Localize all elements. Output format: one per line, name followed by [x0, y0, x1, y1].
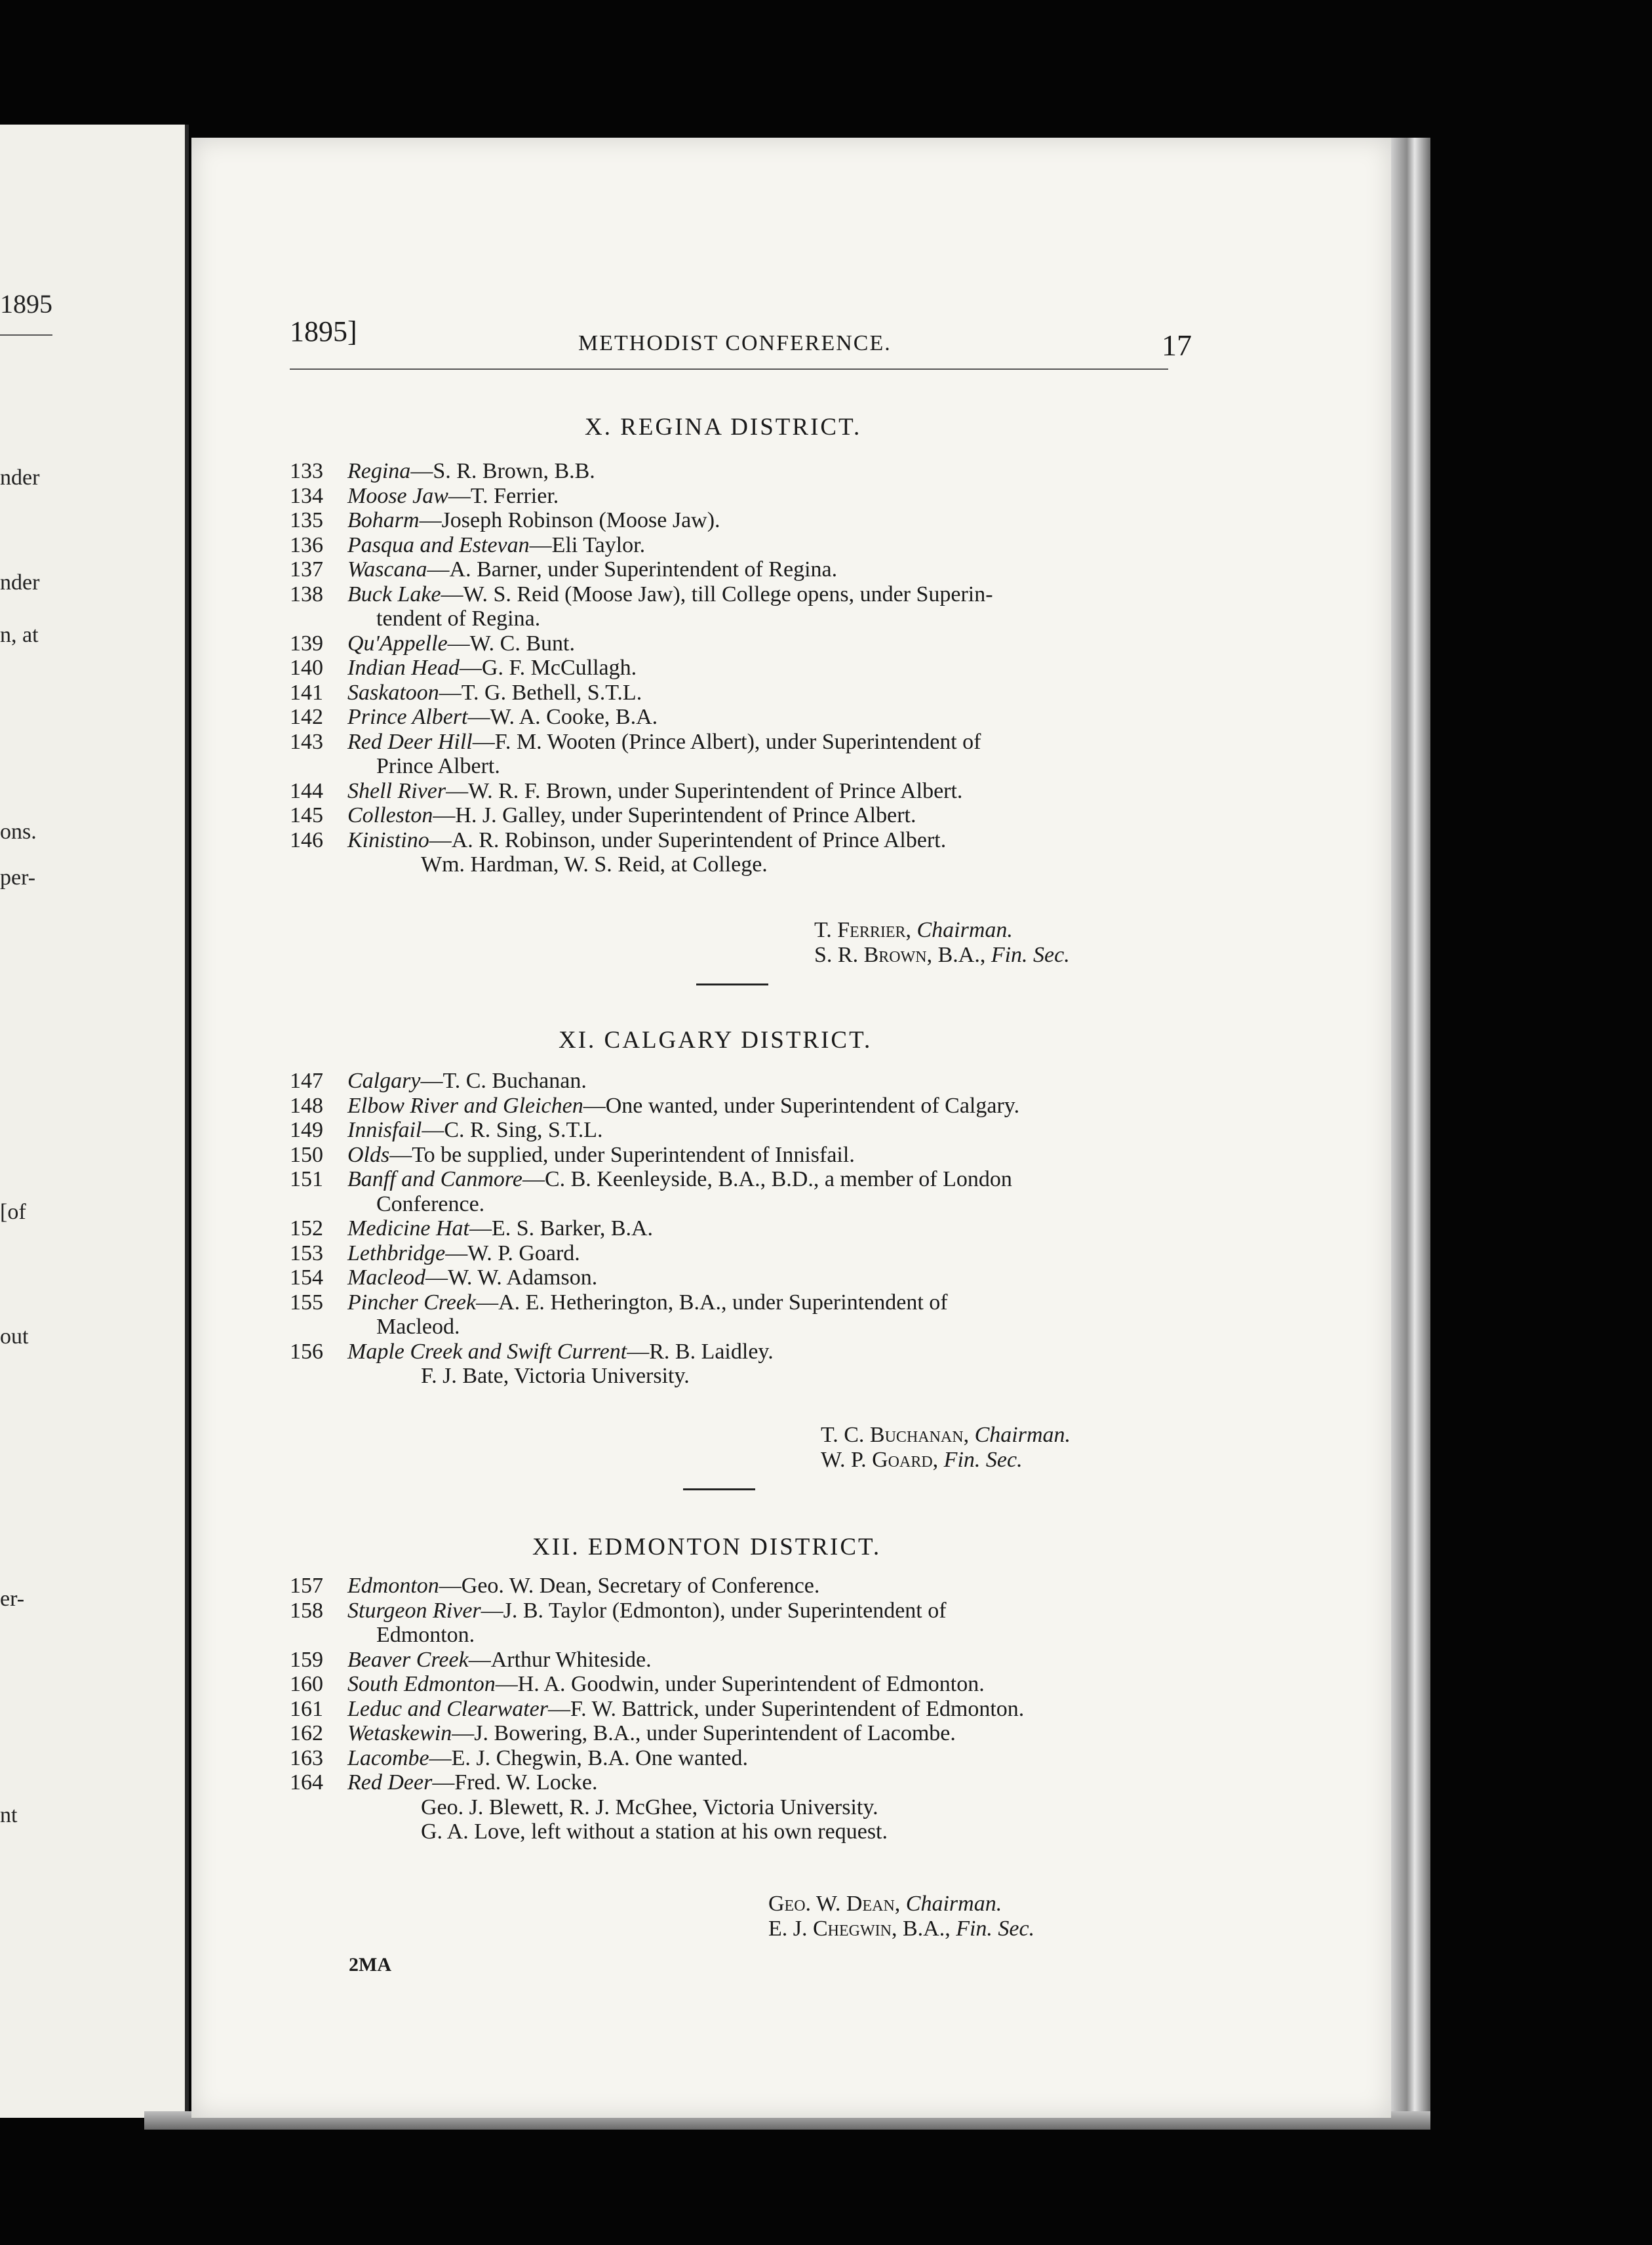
appointment-continuation: Macleod.: [376, 1315, 460, 1339]
left-fragment: ons.: [0, 820, 37, 844]
appointment-entry: [290, 1241, 1391, 1266]
district-entries-edmonton: [290, 1574, 1391, 1844]
entry-number: 157: [290, 1574, 323, 1598]
appointment-text: —F. W. Battrick, under Superintendent of Edmonton.: [547, 1696, 1025, 1721]
appointment-text: —J. Bowering, B.A., under Superintendent of Lacombe.: [452, 1721, 956, 1745]
entry-number: 139: [290, 631, 323, 656]
running-header-year: 1895]: [290, 315, 357, 348]
entry-number: 142: [290, 705, 323, 729]
station-name: Colleston: [347, 803, 433, 827]
appointment-entry: [290, 1746, 1391, 1771]
appointment-entry: [290, 1574, 1391, 1599]
entry-number: 147: [290, 1069, 323, 1093]
appointment-text: —F. M. Wooten (Prince Albert), under Superintendent of: [472, 729, 981, 754]
station-name: Elbow River and Gleichen: [347, 1093, 583, 1118]
station-name: Kinistino: [347, 827, 429, 852]
entry-number: 152: [290, 1216, 323, 1241]
entry-number: 154: [290, 1265, 323, 1290]
secretary-name: E. J. Chegwin,: [768, 1917, 897, 1941]
station-name: Edmonton: [347, 1574, 439, 1598]
appointment-continuation: Prince Albert.: [376, 754, 500, 778]
appointment-entry: [290, 1265, 1391, 1290]
station-name: Pincher Creek: [347, 1290, 477, 1315]
left-fragment: [of: [0, 1200, 26, 1224]
appointment-text: —C. R. Sing, S.T.L.: [422, 1118, 603, 1142]
entry-number: 135: [290, 508, 323, 532]
appointment-entry: [290, 1697, 1391, 1722]
appointment-entry: [290, 1094, 1391, 1119]
appointment-entry: [290, 1599, 1391, 1648]
appointment-entry: [290, 1290, 1391, 1340]
entry-number: 161: [290, 1696, 323, 1721]
left-fragment: nt: [0, 1803, 18, 1827]
appointment-entry: [290, 1770, 1391, 1795]
secretary-suffix: B.A.,: [902, 1917, 951, 1941]
entry-number: 151: [290, 1167, 323, 1191]
station-name: Qu'Appelle: [347, 631, 448, 656]
appointment-text: —T. G. Bethell, S.T.L.: [439, 680, 642, 705]
appointment-text: —H. J. Galley, under Superintendent of Prince Albert.: [433, 803, 916, 827]
entry-number: 137: [290, 557, 323, 582]
appointment-text: —Geo. W. Dean, Secretary of Conference.: [439, 1574, 820, 1598]
station-name: Wascana: [347, 557, 427, 582]
chairman-name: Geo. W. Dean,: [768, 1892, 901, 1916]
calgary-secretary: [821, 1448, 1023, 1472]
entry-number: 138: [290, 582, 323, 606]
station-name: Regina: [347, 459, 411, 483]
station-name: Wetaskewin: [347, 1721, 452, 1745]
running-header-title: METHODIST CONFERENCE.: [578, 331, 892, 355]
appointment-text: —One wanted, under Superintendent of Calgary.: [583, 1093, 1020, 1118]
station-name: South Edmonton: [347, 1672, 496, 1696]
appointment-text: —W. A. Cooke, B.A.: [467, 705, 658, 729]
appointment-text: —Eli Taylor.: [529, 532, 646, 557]
appointment-text: —W. R. F. Brown, under Superintendent of Prince Albert.: [446, 778, 963, 803]
header-rule: [290, 368, 1168, 370]
appointment-entry: [290, 681, 1391, 705]
entry-number: 144: [290, 778, 323, 803]
station-name: Calgary: [347, 1069, 421, 1093]
appointment-continuation: Conference.: [376, 1191, 485, 1216]
entry-number: 160: [290, 1672, 323, 1696]
appointment-text: —G. F. McCullagh.: [459, 656, 637, 680]
appointment-entry: [290, 484, 1391, 509]
appointment-entry: [290, 508, 1391, 533]
page-edge: [1391, 138, 1430, 2118]
appointment-entry: [290, 1216, 1391, 1241]
chairman-role: Chairman.: [916, 918, 1013, 942]
appointment-text: —C. B. Keenleyside, B.A., B.D., a member of London: [522, 1167, 1012, 1191]
station-name: Olds: [347, 1142, 390, 1167]
entry-number: 162: [290, 1721, 323, 1745]
secretary-suffix: B.A.,: [937, 943, 986, 967]
appointment-entry: [290, 803, 1391, 828]
appointment-entry: [290, 1340, 1391, 1364]
secretary-name: W. P. Goard,: [821, 1448, 939, 1472]
left-fragment: er-: [0, 1587, 25, 1611]
appointment-entry: [290, 1143, 1391, 1168]
chairman-name: T. C. Buchanan,: [821, 1423, 970, 1447]
station-name: Red Deer: [347, 1770, 433, 1795]
edmonton-secretary: [768, 1917, 1034, 1941]
appointment-text: —A. E. Hetherington, B.A., under Superintendent of: [476, 1290, 948, 1315]
entry-number: 164: [290, 1770, 323, 1795]
station-name: Buck Lake: [347, 582, 441, 606]
station-name: Lethbridge: [347, 1241, 446, 1265]
left-fragment: per-: [0, 865, 36, 890]
secretary-role: Fin. Sec.: [956, 1917, 1035, 1941]
entry-number: 153: [290, 1241, 323, 1265]
district-title-regina: X. REGINA DISTRICT.: [585, 414, 862, 441]
entry-number: 145: [290, 803, 323, 827]
station-name: Innisfail: [347, 1118, 422, 1142]
calgary-chairman: [821, 1423, 1071, 1447]
appointment-entry: [290, 730, 1391, 779]
station-name: Lacombe: [347, 1745, 429, 1770]
appointment-text: —W. S. Reid (Moose Jaw), till College opens, under Superin-: [441, 582, 993, 606]
appointment-entry: [290, 533, 1391, 558]
entry-number: 149: [290, 1118, 323, 1142]
appointment-entry: [290, 779, 1391, 804]
station-name: Red Deer Hill: [347, 729, 473, 754]
station-name: Indian Head: [347, 656, 460, 680]
appointment-text: —S. R. Brown, B.B.: [410, 459, 595, 483]
edmonton-chairman: [768, 1892, 1002, 1916]
left-facing-page: [0, 125, 189, 2118]
appointment-entry: [290, 1167, 1391, 1216]
page-number: 17: [1162, 328, 1192, 362]
district-title-calgary: XI. CALGARY DISTRICT.: [559, 1027, 873, 1054]
entry-number: 163: [290, 1745, 323, 1770]
entry-number: 143: [290, 729, 323, 754]
appointment-continuation: tendent of Regina.: [376, 606, 541, 631]
station-name: Maple Creek and Swift Current: [347, 1339, 627, 1364]
appointment-entry: [290, 582, 1391, 631]
station-name: Prince Albert: [347, 705, 468, 729]
station-name: Beaver Creek: [347, 1647, 469, 1672]
section-separator: [696, 983, 768, 985]
left-header-rule: [0, 334, 52, 336]
appointment-text: —W. C. Bunt.: [447, 631, 575, 656]
entry-number: 148: [290, 1093, 323, 1118]
chairman-name: T. Ferrier,: [814, 918, 911, 942]
district-note: Geo. J. Blewett, R. J. McGhee, Victoria University.: [421, 1795, 878, 1819]
appointment-text: —Fred. W. Locke.: [432, 1770, 598, 1795]
station-name: Banff and Canmore: [347, 1167, 522, 1191]
book-page: [191, 138, 1391, 2118]
chairman-role: Chairman.: [905, 1892, 1002, 1916]
appointment-text: —T. C. Buchanan.: [420, 1069, 587, 1093]
secretary-role: Fin. Sec.: [991, 943, 1070, 967]
appointment-continuation: Edmonton.: [376, 1623, 475, 1647]
left-fragment: nder: [0, 466, 40, 490]
section-separator: [683, 1488, 755, 1490]
appointment-entry: [290, 557, 1391, 582]
entry-number: 136: [290, 532, 323, 557]
secretary-name: S. R. Brown,: [814, 943, 933, 967]
signature-mark: 2MA: [349, 1954, 391, 1976]
station-name: Moose Jaw: [347, 483, 448, 508]
entry-number: 134: [290, 483, 323, 508]
regina-secretary: [814, 943, 1070, 967]
appointment-entry: [290, 1672, 1391, 1697]
appointment-entry: [290, 656, 1391, 681]
appointment-entry: [290, 1721, 1391, 1746]
entry-number: 141: [290, 680, 323, 705]
secretary-role: Fin. Sec.: [943, 1448, 1023, 1472]
station-name: Sturgeon River: [347, 1598, 481, 1623]
appointment-entry: [290, 1118, 1391, 1143]
appointment-text: —Arthur Whiteside.: [468, 1647, 652, 1672]
district-note: Wm. Hardman, W. S. Reid, at College.: [421, 852, 768, 877]
district-note: F. J. Bate, Victoria University.: [421, 1364, 690, 1388]
entry-number: 146: [290, 827, 323, 852]
station-name: Saskatoon: [347, 680, 439, 705]
station-name: Boharm: [347, 508, 420, 532]
appointment-text: —Joseph Robinson (Moose Jaw).: [419, 508, 720, 532]
entry-number: 150: [290, 1142, 323, 1167]
entry-number: 159: [290, 1647, 323, 1672]
station-name: Shell River: [347, 778, 446, 803]
appointment-entry: [290, 828, 1391, 853]
entry-number: 155: [290, 1290, 323, 1315]
appointment-text: —A. Barner, under Superintendent of Regina.: [427, 557, 838, 582]
appointment-text: —To be supplied, under Superintendent of Innisfail.: [389, 1142, 855, 1167]
appointment-entry: [290, 631, 1391, 656]
appointment-text: —H. A. Goodwin, under Superintendent of Edmonton.: [495, 1672, 985, 1696]
district-entries-calgary: [290, 1069, 1391, 1389]
left-fragment: 1895: [0, 289, 52, 319]
left-fragment: nder: [0, 570, 40, 595]
appointment-entry: [290, 1069, 1391, 1094]
station-name: Leduc and Clearwater: [347, 1696, 548, 1721]
appointment-entry: [290, 1648, 1391, 1673]
chairman-role: Chairman.: [974, 1423, 1071, 1447]
left-fragment: out: [0, 1324, 29, 1349]
appointment-text: —J. B. Taylor (Edmonton), under Superintendent of: [481, 1598, 947, 1623]
district-title-edmonton: XII. EDMONTON DISTRICT.: [532, 1534, 882, 1560]
entry-number: 156: [290, 1339, 323, 1364]
appointment-text: —W. W. Adamson.: [425, 1265, 598, 1290]
appointment-text: —W. P. Goard.: [445, 1241, 580, 1265]
appointment-text: —A. R. Robinson, under Superintendent of Prince Albert.: [429, 827, 947, 852]
district-entries-regina: [290, 459, 1391, 877]
station-name: Medicine Hat: [347, 1216, 469, 1241]
entry-number: 158: [290, 1598, 323, 1623]
station-name: Macleod: [347, 1265, 425, 1290]
station-name: Pasqua and Estevan: [347, 532, 530, 557]
entry-number: 140: [290, 656, 323, 680]
regina-chairman: [814, 918, 1013, 942]
district-note: G. A. Love, left without a station at his own request.: [421, 1819, 888, 1844]
appointment-entry: [290, 459, 1391, 484]
appointment-text: —T. Ferrier.: [448, 483, 559, 508]
appointment-text: —E. J. Chegwin, B.A. One wanted.: [429, 1745, 748, 1770]
appointment-text: —R. B. Laidley.: [627, 1339, 774, 1364]
appointment-text: —E. S. Barker, B.A.: [469, 1216, 654, 1241]
entry-number: 133: [290, 459, 323, 483]
left-fragment: n, at: [0, 623, 39, 647]
appointment-entry: [290, 705, 1391, 730]
